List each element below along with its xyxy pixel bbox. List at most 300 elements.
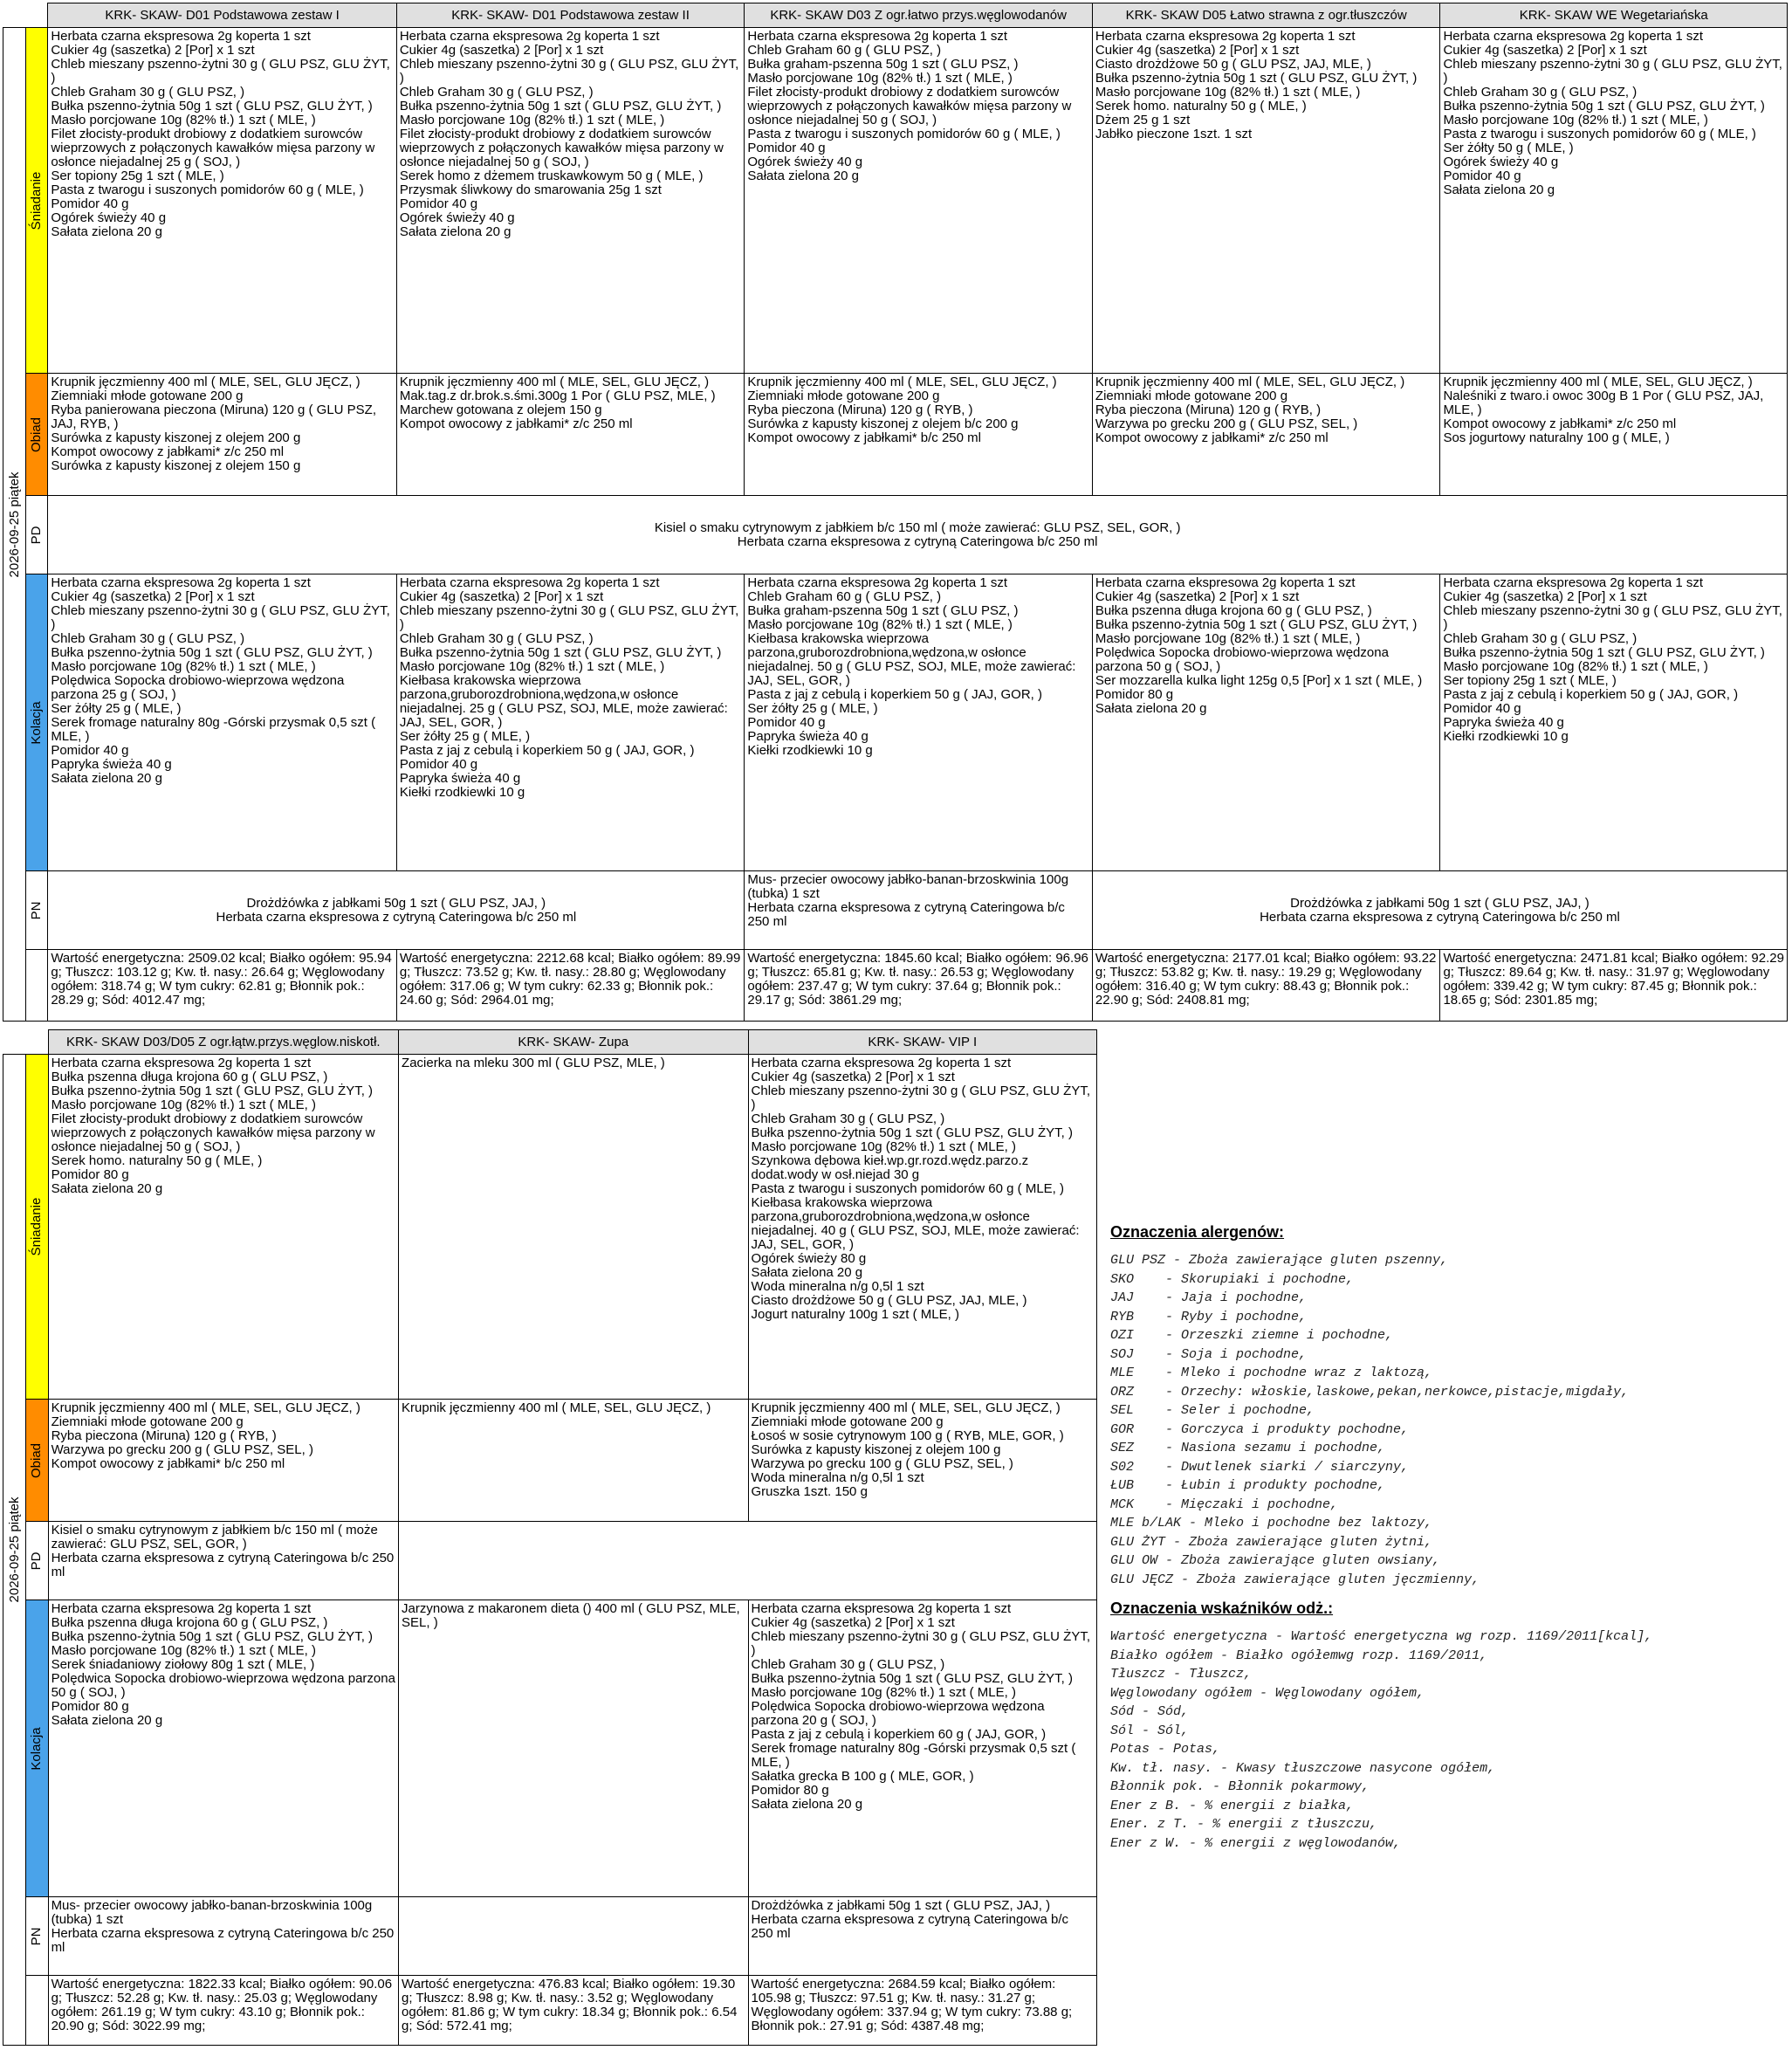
menu-item: Masło porcjowane 10g (82% tł.) 1 szt ( MLE, ): [1443, 113, 1708, 127]
menu-item: Pomidor 40 g: [399, 196, 478, 211]
menu-item: Serek homo. naturalny 50 g ( MLE, ): [51, 1153, 263, 1168]
indicators-title: Oznaczenia wskaźników odż.:: [1110, 1600, 1334, 1617]
menu-item: Chleb Graham 30 g ( GLU PSZ, ): [51, 85, 245, 100]
menu-item: Pasta z jaj z cebulą i koperkiem 60 g ( JAJ, GOR, ): [751, 1727, 1047, 1742]
menu-cell: [48, 1055, 398, 1400]
menu-item: Herbata czarna ekspresowa 2g koperta 1 szt: [1095, 29, 1356, 44]
menu-item: Pomidor 40 g: [51, 196, 129, 211]
menu-cell: [48, 374, 397, 496]
meal-label-kolacja: Kolacja: [26, 1600, 48, 1897]
menu-item: Jarzynowa z makaronem dieta () 400 ml ( GLU PSZ, MLE, SEL, ): [402, 1601, 744, 1630]
menu-item: Warzywa po grecku 200 g ( GLU PSZ, SEL, ): [1095, 416, 1358, 431]
menu-item: Kisiel o smaku cytrynowym z jabłkiem b/c 150 ml ( może zawierać: GLU PSZ, SEL, GOR, ): [51, 1523, 382, 1551]
menu-cell: [1092, 374, 1440, 496]
allergens-title: Oznaczenia alergenów:: [1110, 1223, 1285, 1241]
menu-item: Kompot owocowy z jabłkami* b/c 250 ml: [51, 1456, 285, 1471]
meal-label-empty: [26, 1976, 48, 2046]
menu-cell-empty: [399, 1522, 1097, 1600]
menu-item: Ryba pieczona (Miruna) 120 g ( RYB, ): [51, 1428, 277, 1443]
menu-item: Ser żółty 25 g ( MLE, ): [51, 701, 182, 716]
menu-cell: [396, 28, 745, 374]
menu-item: Chleb Graham 30 g ( GLU PSZ, ): [399, 85, 594, 100]
menu-item: Drożdżówka z jabłkami 50g 1 szt ( GLU PSZ, JAJ, ): [246, 895, 546, 911]
menu-item: Pomidor 40 g: [399, 757, 478, 772]
menu-item: Masło porcjowane 10g (82% tł.) 1 szt ( MLE, ): [399, 113, 665, 127]
menu-item: Pomidor 80 g: [751, 1783, 829, 1798]
menu-cell: [748, 1400, 1096, 1522]
menu-item: Masło porcjowane 10g (82% tł.) 1 szt ( MLE, ): [51, 1097, 317, 1112]
indicators-list: [1110, 1627, 1782, 1853]
menu-item: Zacierka na mleku 300 ml ( GLU PSZ, MLE, ): [402, 1056, 665, 1070]
menu-item: Drożdżówka z jabłkami 50g 1 szt ( GLU PSZ, JAJ, ): [1290, 895, 1589, 911]
legend-item: ŁUB - Łubin i produkty pochodne,: [1110, 1478, 1386, 1493]
menu-cell: [745, 374, 1093, 496]
menu-item: Pomidor 40 g: [747, 141, 826, 155]
menu-item: Łosoś w sosie cytrynowym 100 g ( RYB, MLE, GOR, ): [751, 1428, 1064, 1443]
allergens-list: [1110, 1251, 1782, 1589]
menu-item: Przysmak śliwkowy do smarowania 25g 1 szt: [399, 182, 662, 197]
menu-item: Herbata czarna ekspresowa z cytryną Cateringowa b/c 250 ml: [51, 1551, 398, 1579]
menu-cell: [745, 574, 1093, 871]
menu-item: Herbata czarna ekspresowa 2g koperta 1 szt: [1095, 575, 1356, 590]
legend-item: Sól - Sól,: [1110, 1723, 1190, 1738]
menu-item: Bułka graham-pszenna 50g 1 szt ( GLU PSZ, ): [747, 57, 1019, 72]
diet-header: KRK- SKAW- D01 Podstawowa zestaw I: [48, 3, 397, 28]
menu-item: Woda mineralna n/g 0,5l 1 szt: [751, 1279, 924, 1294]
nutrition-cell: Wartość energetyczna: 2509.02 kcal; Białko ogółem: 95.94 g; Tłuszcz: 103.12 g; Kw. tł. nasy.: 26.64 g; Węglowodany ogółem: 318.74 g; W tym cukry: 62.81 g; Błonnik pok.: 28.29 g; Sód: 4012.47 mg;: [48, 950, 397, 1022]
menu-item: Ziemniaki młode gotowane 200 g: [1095, 389, 1288, 403]
menu-item: Herbata czarna ekspresowa 2g koperta 1 szt: [747, 29, 1008, 44]
diet-header: KRK- SKAW D05 Łatwo strawna z ogr.tłuszczów: [1092, 3, 1440, 28]
corner-blank: [26, 1030, 48, 1055]
menu-item: Surówka z kapusty kiszonej z olejem 100 g: [751, 1442, 1001, 1457]
menu-item: Krupnik jęczmienny 400 ml ( MLE, SEL, GLU JĘCZ, ): [1443, 375, 1753, 389]
meal-label-pn: PN: [26, 1897, 48, 1976]
legend-item: Sód - Sód,: [1110, 1704, 1190, 1719]
diet-header: KRK- SKAW- Zupa: [399, 1030, 748, 1055]
menu-item: Pasta z twarogu i suszonych pomidorów 60 g ( MLE, ): [751, 1181, 1065, 1196]
date-label: 2026-09-25 piątek: [6, 1496, 22, 1603]
diet-header: KRK- SKAW- VIP I: [748, 1030, 1096, 1055]
menu-item: Papryka świeża 40 g: [51, 757, 172, 772]
menu-item: Chleb Graham 30 g ( GLU PSZ, ): [1443, 631, 1638, 646]
menu-item: Sałata zielona 20 g: [747, 169, 859, 183]
menu-item: Bułka pszenno-żytnia 50g 1 szt ( GLU PSZ, GLU ŻYT, ): [1443, 645, 1765, 660]
menu-item: Polędwica Sopocka drobiowo-wieprzowa wędzona parzona 20 g ( SOJ, ): [751, 1699, 1048, 1728]
menu-item: Chleb mieszany pszenno-żytni 30 g ( GLU PSZ, GLU ŻYT, ): [1443, 57, 1787, 86]
menu-item: Krupnik jęczmienny 400 ml ( MLE, SEL, GLU JĘCZ, ): [402, 1400, 711, 1415]
menu-item: Herbata czarna ekspresowa 2g koperta 1 szt: [51, 1056, 312, 1070]
meal-label-pd: PD: [26, 1522, 48, 1600]
menu-cell-pn: [399, 1897, 748, 1976]
menu-item: Masło porcjowane 10g (82% tł.) 1 szt ( MLE, ): [751, 1139, 1016, 1154]
menu-cell-pn: [48, 871, 745, 950]
menu-item: Chleb Graham 30 g ( GLU PSZ, ): [51, 631, 245, 646]
menu-item: Ogórek świeży 40 g: [51, 210, 167, 225]
menu-item: Cukier 4g (saszetka) 2 [Por] x 1 szt: [51, 589, 255, 604]
menu-item: Filet złocisty-produkt drobiowy z dodatkiem surowców wieprzowych z połączonych kawałków mięsa parzony w osłonce niejadalnej 25 g ( SOJ, ): [51, 127, 379, 169]
legend-item: OZI - Orzeszki ziemne i pochodne,: [1110, 1328, 1394, 1343]
menu-cell-pn: [748, 1897, 1096, 1976]
menu-item: Ser żółty 50 g ( MLE, ): [1443, 141, 1574, 155]
menu-item: Warzywa po grecku 200 g ( GLU PSZ, SEL, ): [51, 1442, 313, 1457]
nutrition-cell: Wartość energetyczna: 1822.33 kcal; Białko ogółem: 90.06 g; Tłuszcz: 52.28 g; Kw. tł. nasy.: 25.03 g; Węglowodany ogółem: 261.19 g; W tym cukry: 43.10 g; Błonnik pok.: 20.90 g; Sód: 3022.99 mg;: [48, 1976, 398, 2046]
menu-item: Kompot owocowy z jabłkami* z/c 250 ml: [399, 416, 633, 431]
menu-cell-pn: [745, 871, 1093, 950]
menu-item: Chleb Graham 30 g ( GLU PSZ, ): [399, 631, 594, 646]
menu-item: Kiełki rzodkiewki 10 g: [1443, 729, 1569, 744]
menu-item: Kisiel o smaku cytrynowym z jabłkiem b/c 150 ml ( może zawierać: GLU PSZ, SEL, GOR, ): [654, 519, 1181, 535]
menu-cell: [399, 1400, 748, 1522]
menu-item: Papryka świeża 40 g: [1443, 715, 1564, 730]
menu-item: Kiełbasa krakowska wieprzowa parzona,gruborozdrobniona,wędzona,w osłonce niejadalnej. 25 g ( GLU PSZ, SOJ, MLE, może zawierać: JAJ, SEL, GOR, ): [399, 673, 732, 730]
menu-item: Jabłko pieczone 1szt. 1 szt: [1095, 127, 1253, 141]
menu-item: Cukier 4g (saszetka) 2 [Por] x 1 szt: [399, 589, 604, 604]
corner-blank: [3, 1030, 26, 1055]
menu-item: Herbata czarna ekspresowa 2g koperta 1 szt: [51, 1601, 312, 1616]
menu-item: Chleb Graham 60 g ( GLU PSZ, ): [747, 43, 942, 58]
menu-cell: [48, 574, 397, 871]
menu-item: Kiełbasa krakowska wieprzowa parzona,gruborozdrobniona,wędzona,w osłonce niejadalnej. 50 g ( GLU PSZ, SOJ, MLE, może zawierać: JAJ, SEL, GOR, ): [747, 631, 1080, 688]
menu-item: Filet złocisty-produkt drobiowy z dodatkiem surowców wieprzowych z połączonych kawałków mięsa parzony w osłonce niejadalnej 50 g ( SOJ, ): [747, 85, 1075, 127]
menu-item: Pomidor 40 g: [747, 715, 826, 730]
legend-item: RYB - Ryby i pochodne,: [1110, 1309, 1308, 1324]
menu-item: Ziemniaki młode gotowane 200 g: [51, 389, 244, 403]
menu-item: Bułka pszenno-żytnia 50g 1 szt ( GLU PSZ, GLU ŻYT, ): [1095, 71, 1418, 86]
menu-item: Cukier 4g (saszetka) 2 [Por] x 1 szt: [751, 1070, 955, 1084]
menu-item: Naleśniki z twaro.i owoc 300g B 1 Por ( GLU PSZ, JAJ, MLE, ): [1443, 389, 1768, 417]
menu-item: Herbata czarna ekspresowa 2g koperta 1 szt: [751, 1056, 1012, 1070]
menu-item: Ryba pieczona (Miruna) 120 g ( RYB, ): [1095, 402, 1322, 417]
legend-item: MCK - Mięczaki i pochodne,: [1110, 1496, 1339, 1512]
menu-item: Krupnik jęczmienny 400 ml ( MLE, SEL, GLU JĘCZ, ): [751, 1400, 1061, 1415]
menu-item: Bułka pszenna długa krojona 60 g ( GLU PSZ, ): [51, 1615, 328, 1630]
menu-cell-pd: [48, 496, 1788, 574]
menu-item: Mak.tag.z dr.brok.s.śmi.300g 1 Por ( GLU PSZ, MLE, ): [399, 389, 716, 403]
menu-item: Sałata zielona 20 g: [399, 224, 512, 239]
menu-cell: [1440, 28, 1788, 374]
menu-cell: [399, 1600, 748, 1897]
menu-item: Jogurt naturalny 100g 1 szt ( MLE, ): [751, 1307, 959, 1322]
menu-item: Ciasto drożdżowe 50 g ( GLU PSZ, JAJ, MLE, ): [1095, 57, 1371, 72]
legend-item: Błonnik pok. - Błonnik pokarmowy,: [1110, 1779, 1370, 1794]
menu-item: Sałata zielona 20 g: [751, 1797, 863, 1812]
menu-item: Bułka pszenno-żytnia 50g 1 szt ( GLU PSZ, GLU ŻYT, ): [751, 1671, 1073, 1686]
menu-item: Chleb mieszany pszenno-żytni 30 g ( GLU PSZ, GLU ŻYT, ): [51, 603, 394, 632]
corner-blank: [26, 3, 48, 28]
legend-item: GLU PSZ - Zboża zawierające gluten pszenny,: [1110, 1253, 1449, 1268]
menu-cell-pd: [48, 1522, 398, 1600]
menu-item: Kompot owocowy z jabłkami* z/c 250 ml: [51, 444, 285, 459]
nutrition-cell: Wartość energetyczna: 1845.60 kcal; Białko ogółem: 96.96 g; Tłuszcz: 65.81 g; Kw. tł. nasy.: 26.53 g; Węglowodany ogółem: 237.47 g; W tym cukry: 37.64 g; Błonnik pok.: 29.17 g; Sód: 3861.29 mg;: [745, 950, 1093, 1022]
menu-item: Herbata czarna ekspresowa 2g koperta 1 szt: [399, 575, 660, 590]
menu-item: Ogórek świeży 40 g: [747, 155, 863, 169]
diet-header: KRK- SKAW WE Wegetariańska: [1440, 3, 1788, 28]
menu-cell: [1092, 28, 1440, 374]
menu-item: Masło porcjowane 10g (82% tł.) 1 szt ( MLE, ): [51, 113, 316, 127]
diet-header: KRK- SKAW- D01 Podstawowa zestaw II: [396, 3, 745, 28]
menu-cell: [48, 28, 397, 374]
menu-item: Chleb mieszany pszenno-żytni 30 g ( GLU PSZ, GLU ŻYT, ): [399, 603, 743, 632]
menu-item: Bułka pszenna długa krojona 60 g ( GLU PSZ, ): [1095, 603, 1372, 618]
menu-item: Sałata zielona 20 g: [51, 1713, 163, 1728]
menu-item: Ziemniaki młode gotowane 200 g: [751, 1414, 944, 1429]
menu-item: Bułka pszenno-żytnia 50g 1 szt ( GLU PSZ, GLU ŻYT, ): [399, 645, 722, 660]
menu-item: Mus- przecier owocowy jabłko-banan-brzoskwinia 100g (tubka) 1 szt: [51, 1898, 376, 1927]
menu-item: Chleb Graham 30 g ( GLU PSZ, ): [751, 1111, 945, 1126]
menu-item: Herbata czarna ekspresowa 2g koperta 1 szt: [1443, 575, 1704, 590]
legend-item: GLU OW - Zboża zawierające gluten owsiany,: [1110, 1553, 1441, 1568]
menu-item: Herbata czarna ekspresowa 2g koperta 1 szt: [51, 29, 311, 44]
menu-item: Bułka pszenna długa krojona 60 g ( GLU PSZ, ): [51, 1070, 328, 1084]
menu-item: Cukier 4g (saszetka) 2 [Por] x 1 szt: [1443, 43, 1647, 58]
legend-item: Tłuszcz - Tłuszcz,: [1110, 1667, 1253, 1682]
menu-item: Pasta z jaj z cebulą i koperkiem 50 g ( JAJ, GOR, ): [1443, 687, 1739, 702]
menu-item: Cukier 4g (saszetka) 2 [Por] x 1 szt: [1095, 589, 1300, 604]
menu-cell: [1440, 374, 1788, 496]
legend-item: GOR - Gorczyca i produkty pochodne,: [1110, 1421, 1410, 1437]
nutrition-cell: Wartość energetyczna: 2212.68 kcal; Białko ogółem: 89.99 g; Tłuszcz: 73.52 g; Kw. tł. nasy.: 28.80 g; Węglowodany ogółem: 317.06 g; W tym cukry: 62.33 g; Błonnik pok.: 24.60 g; Sód: 2964.01 mg;: [396, 950, 745, 1022]
legend-item: Węglowodany ogółem - Węglowodany ogółem,: [1110, 1685, 1425, 1701]
menu-item: Pasta z twarogu i suszonych pomidorów 60 g ( MLE, ): [747, 127, 1061, 141]
menu-item: Bułka pszenno-żytnia 50g 1 szt ( GLU PSZ, GLU ŻYT, ): [51, 99, 373, 114]
menu-item: Ser topiony 25g 1 szt ( MLE, ): [51, 169, 224, 183]
menu-item: Ziemniaki młode gotowane 200 g: [51, 1414, 244, 1429]
menu-item: Cukier 4g (saszetka) 2 [Por] x 1 szt: [51, 43, 255, 58]
legend-item: Kw. tł. nasy. - Kwasy tłuszczowe nasycone ogółem,: [1110, 1760, 1496, 1776]
legend-item: Potas - Potas,: [1110, 1742, 1221, 1757]
menu-item: Herbata czarna ekspresowa z cytryną Cateringowa b/c 250 ml: [216, 909, 577, 925]
menu-item: Herbata czarna ekspresowa 2g koperta 1 szt: [51, 575, 311, 590]
menu-item: Bułka pszenno-żytnia 50g 1 szt ( GLU PSZ, GLU ŻYT, ): [751, 1125, 1073, 1140]
menu-item: Polędwica Sopocka drobiowo-wieprzowa wędzona parzona 50 g ( SOJ, ): [51, 1671, 400, 1700]
menu-item: Krupnik jęczmienny 400 ml ( MLE, SEL, GLU JĘCZ, ): [1095, 375, 1405, 389]
menu-item: Ryba panierowana pieczona (Miruna) 120 g ( GLU PSZ, JAJ, RYB, ): [51, 402, 381, 431]
menu-item: Chleb mieszany pszenno-żytni 30 g ( GLU PSZ, GLU ŻYT, ): [399, 57, 743, 86]
menu-item: Masło porcjowane 10g (82% tł.) 1 szt ( MLE, ): [51, 1643, 317, 1658]
menu-item: Masło porcjowane 10g (82% tł.) 1 szt ( MLE, ): [751, 1685, 1016, 1700]
menu-item: Pasta z twarogu i suszonych pomidorów 60 g ( MLE, ): [51, 182, 364, 197]
meal-label-kolacja: Kolacja: [26, 574, 48, 871]
menu-item: Masło porcjowane 10g (82% tł.) 1 szt ( MLE, ): [399, 659, 665, 674]
menu-item: Herbata czarna ekspresowa 2g koperta 1 szt: [747, 575, 1008, 590]
menu-item: Krupnik jęczmienny 400 ml ( MLE, SEL, GLU JĘCZ, ): [51, 375, 360, 389]
menu-item: Serek fromage naturalny 80g -Górski przysmak 0,5 szt ( MLE, ): [751, 1741, 1080, 1770]
menu-item: Pomidor 80 g: [51, 1699, 129, 1714]
menu-item: Herbata czarna ekspresowa z cytryną Cateringowa b/c 250 ml: [737, 533, 1098, 549]
menu-item: Sałata zielona 20 g: [751, 1265, 863, 1280]
menu-item: Cukier 4g (saszetka) 2 [Por] x 1 szt: [751, 1615, 955, 1630]
menu-item: Masło porcjowane 10g (82% tł.) 1 szt ( MLE, ): [1095, 85, 1361, 100]
diet-header: KRK- SKAW D03/D05 Z ogr.łątw.przys.węglow.niskotł.: [48, 1030, 398, 1055]
menu-item: Ser żółty 25 g ( MLE, ): [747, 701, 878, 716]
menu-item: Mus- przecier owocowy jabłko-banan-brzoskwinia 100g (tubka) 1 szt: [747, 872, 1073, 901]
meal-label-pn: PN: [26, 871, 48, 950]
menu-item: Pomidor 40 g: [1443, 701, 1521, 716]
menu-cell: [745, 28, 1093, 374]
meal-label-obiad: Obiad: [26, 1400, 48, 1522]
menu-table-2: [3, 1029, 1097, 2046]
diet-header: KRK- SKAW D03 Z ogr.łatwo przys.węglowodanów: [745, 3, 1093, 28]
legend-item: SKO - Skorupiaki i pochodne,: [1110, 1271, 1355, 1287]
menu-item: Chleb Graham 60 g ( GLU PSZ, ): [747, 589, 942, 604]
menu-item: Bułka pszenno-żytnia 50g 1 szt ( GLU PSZ, GLU ŻYT, ): [51, 1629, 374, 1644]
menu-item: Ogórek świeży 80 g: [751, 1251, 867, 1266]
menu-item: Bułka pszenno-żytnia 50g 1 szt ( GLU PSZ, GLU ŻYT, ): [51, 645, 373, 660]
nutrition-cell: Wartość energetyczna: 2471.81 kcal; Białko ogółem: 92.29 g; Tłuszcz: 89.64 g; Kw. tł. nasy.: 31.97 g; Węglowodany ogółem: 339.42 g; W tym cukry: 87.45 g; Błonnik pok.: 18.65 g; Sód: 2301.85 mg;: [1440, 950, 1788, 1022]
meal-label-sniadanie: Śniadanie: [26, 1055, 48, 1400]
menu-item: Kiełki rzodkiewki 10 g: [747, 743, 873, 758]
legend-item: SOJ - Soja i pochodne,: [1110, 1346, 1308, 1362]
menu-cell: [48, 1600, 398, 1897]
menu-cell: [748, 1600, 1096, 1897]
meal-label-sniadanie: Śniadanie: [26, 28, 48, 374]
menu-item: Bułka graham-pszenna 50g 1 szt ( GLU PSZ, ): [747, 603, 1019, 618]
menu-table-1: [3, 3, 1788, 1022]
menu-item: Chleb mieszany pszenno-żytni 30 g ( GLU PSZ, GLU ŻYT, ): [1443, 603, 1787, 632]
menu-item: Kompot owocowy z jabłkami* z/c 250 ml: [1443, 416, 1677, 431]
menu-item: Pomidor 40 g: [51, 743, 129, 758]
menu-item: Ser topiony 25g 1 szt ( MLE, ): [1443, 673, 1617, 688]
legend: [1110, 1225, 1782, 1853]
legend-item: MLE - Mleko i pochodne wraz z laktozą,: [1110, 1366, 1433, 1380]
menu-item: Dżem 25 g 1 szt: [1095, 113, 1191, 127]
menu-item: Ciasto drożdżowe 50 g ( GLU PSZ, JAJ, MLE, ): [751, 1293, 1027, 1308]
menu-item: Filet złocisty-produkt drobiowy z dodatkiem surowców wieprzowych z połączonych kawałków mięsa parzony w osłonce niejadalnej 50 g ( SOJ, ): [51, 1111, 379, 1154]
menu-item: Ziemniaki młode gotowane 200 g: [747, 389, 940, 403]
menu-item: Polędwica Sopocka drobiowo-wieprzowa wędzona parzona 25 g ( SOJ, ): [51, 673, 348, 702]
date-label: 2026-09-25 piątek: [6, 471, 22, 577]
menu-item: Krupnik jęczmienny 400 ml ( MLE, SEL, GLU JĘCZ, ): [747, 375, 1057, 389]
legend-item: ORZ - Orzechy: włoskie,laskowe,pekan,nerkowce,pistacje,migdały,: [1110, 1384, 1630, 1400]
menu-item: Surówka z kapusty kiszonej z olejem 150 g: [51, 458, 301, 473]
menu-item: Polędwica Sopocka drobiowo-wieprzowa wędzona parzona 50 g ( SOJ, ): [1095, 645, 1393, 674]
menu-item: Sałata zielona 20 g: [1095, 701, 1207, 716]
menu-item: Bułka pszenno-żytnia 50g 1 szt ( GLU PSZ, GLU ŻYT, ): [1443, 99, 1765, 114]
menu-item: Kiełbasa krakowska wieprzowa parzona,gruborozdrobniona,wędzona,w osłonce niejadalnej. 40 g ( GLU PSZ, SOJ, MLE, może zawierać: JAJ, SEL, GOR, ): [751, 1195, 1083, 1252]
menu-item: Chleb mieszany pszenno-żytni 30 g ( GLU PSZ, GLU ŻYT, ): [751, 1084, 1095, 1112]
nutrition-cell: Wartość energetyczna: 2684.59 kcal; Białko ogółem: 105.98 g; Tłuszcz: 97.51 g; Kw. tł. nasy.: 31.27 g; Węglowodany ogółem: 337.94 g; W tym cukry: 73.88 g; Błonnik pok.: 27.91 g; Sód: 4387.48 mg;: [748, 1976, 1096, 2046]
menu-item: Pasta z jaj z cebulą i koperkiem 50 g ( JAJ, GOR, ): [399, 743, 695, 758]
menu-item: Herbata czarna ekspresowa z cytryną Cateringowa b/c 250 ml: [751, 1912, 1073, 1941]
menu-item: Marchew gotowana z olejem 150 g: [399, 402, 602, 417]
menu-item: Chleb Graham 30 g ( GLU PSZ, ): [1443, 85, 1638, 100]
menu-cell: [399, 1055, 748, 1400]
menu-item: Herbata czarna ekspresowa 2g koperta 1 szt: [1443, 29, 1704, 44]
menu-item: Filet złocisty-produkt drobiowy z dodatkiem surowców wieprzowych z połączonych kawałków mięsa parzony w osłonce niejadalnej 50 g ( SOJ, ): [399, 127, 728, 169]
menu-item: Ogórek świeży 40 g: [399, 210, 515, 225]
legend-item: SEL - Seler i pochodne,: [1110, 1403, 1315, 1418]
menu-item: Kompot owocowy z jabłkami* b/c 250 ml: [747, 430, 981, 445]
menu-item: Warzywa po grecku 100 g ( GLU PSZ, SEL, ): [751, 1456, 1013, 1471]
menu-item: Sos jogurtowy naturalny 100 g ( MLE, ): [1443, 430, 1670, 445]
menu-item: Ryba pieczona (Miruna) 120 g ( RYB, ): [747, 402, 973, 417]
menu-item: Bułka pszenno-żytnia 50g 1 szt ( GLU PSZ, GLU ŻYT, ): [51, 1084, 374, 1098]
menu-cell: [1440, 574, 1788, 871]
menu-item: Cukier 4g (saszetka) 2 [Por] x 1 szt: [399, 43, 604, 58]
menu-item: Serek śniadaniowy ziołowy 80g 1 szt ( MLE, ): [51, 1657, 315, 1672]
menu-item: Ser żółty 25 g ( MLE, ): [399, 729, 531, 744]
menu-item: Masło porcjowane 10g (82% tł.) 1 szt ( MLE, ): [747, 617, 1013, 632]
menu-item: Krupnik jęczmienny 400 ml ( MLE, SEL, GLU JĘCZ, ): [51, 1400, 360, 1415]
meal-label-pd: PD: [26, 496, 48, 574]
menu-item: Sałata zielona 20 g: [51, 771, 162, 786]
legend-item: JAJ - Jaja i pochodne,: [1110, 1290, 1308, 1305]
menu-item: Sałata zielona 20 g: [51, 224, 162, 239]
legend-item: GLU JĘCZ - Zboża zawierające gluten jęczmienny,: [1110, 1572, 1480, 1587]
menu-item: Herbata czarna ekspresowa z cytryną Cateringowa b/c 250 ml: [747, 900, 1069, 929]
menu-item: Serek homo z dżemem truskawkowym 50 g ( MLE, ): [399, 169, 704, 183]
menu-item: Kiełki rzodkiewki 10 g: [399, 785, 525, 800]
menu-item: Herbata czarna ekspresowa z cytryną Cateringowa b/c 250 ml: [1260, 909, 1620, 925]
menu-item: Bułka pszenno-żytnia 50g 1 szt ( GLU PSZ, GLU ŻYT, ): [399, 99, 722, 114]
menu-item: Ser mozzarella kulka light 125g 0,5 [Por] x 1 szt ( MLE, ): [1095, 673, 1423, 688]
menu-item: Papryka świeża 40 g: [399, 771, 521, 786]
menu-item: Masło porcjowane 10g (82% tł.) 1 szt ( MLE, ): [1095, 631, 1361, 646]
legend-item: Wartość energetyczna - Wartość energetyczna wg rozp. 1169/2011[kcal],: [1110, 1629, 1653, 1644]
menu-item: Herbata czarna ekspresowa 2g koperta 1 szt: [751, 1601, 1012, 1616]
menu-item: Herbata czarna ekspresowa z cytryną Cateringowa b/c 250 ml: [51, 1926, 398, 1955]
menu-item: Krupnik jęczmienny 400 ml ( MLE, SEL, GLU JĘCZ, ): [399, 375, 710, 389]
meal-label-obiad: Obiad: [26, 374, 48, 496]
menu-item: Drożdżówka z jabłkami 50g 1 szt ( GLU PSZ, JAJ, ): [751, 1898, 1051, 1913]
menu-item: Chleb mieszany pszenno-żytni 30 g ( GLU PSZ, GLU ŻYT, ): [51, 57, 394, 86]
legend-item: Białko ogółem - Białko ogółemwg rozp. 1169/2011,: [1110, 1648, 1488, 1663]
menu-item: Pasta z twarogu i suszonych pomidorów 60 g ( MLE, ): [1443, 127, 1756, 141]
menu-item: Serek homo. naturalny 50 g ( MLE, ): [1095, 99, 1307, 114]
menu-cell-pn: [1092, 871, 1787, 950]
legend-item: Ener z W. - % energii z węglowodanów,: [1110, 1835, 1402, 1851]
date-cell: [3, 1055, 26, 2046]
menu-item: Masło porcjowane 10g (82% tł.) 1 szt ( MLE, ): [1443, 659, 1708, 674]
menu-item: Gruszka 1szt. 150 g: [751, 1484, 868, 1499]
menu-item: Ogórek świeży 40 g: [1443, 155, 1559, 169]
menu-item: Sałata zielona 20 g: [51, 1181, 163, 1196]
menu-cell: [1092, 574, 1440, 871]
menu-item: Pomidor 80 g: [1095, 687, 1174, 702]
menu-item: Woda mineralna n/g 0,5l 1 szt: [751, 1470, 924, 1485]
legend-item: GLU ŻYT - Zboża zawierające gluten żytni,: [1110, 1534, 1433, 1550]
corner-blank: [3, 3, 26, 28]
nutrition-cell: Wartość energetyczna: 2177.01 kcal; Białko ogółem: 93.22 g; Tłuszcz: 53.82 g; Kw. tł. nasy.: 19.29 g; Węglowodany ogółem: 316.40 g; W tym cukry: 88.43 g; Błonnik pok.: 22.90 g; Sód: 2408.81 mg;: [1092, 950, 1440, 1022]
menu-item: Pomidor 80 g: [51, 1167, 129, 1182]
legend-item: MLE b/LAK - Mleko i pochodne bez laktozy,: [1110, 1516, 1433, 1531]
nutrition-cell: Wartość energetyczna: 476.83 kcal; Białko ogółem: 19.30 g; Tłuszcz: 8.98 g; Kw. tł. nasy.: 3.52 g; Węglowodany ogółem: 81.86 g; W tym cukry: 18.34 g; Błonnik pok.: 6.54 g; Sód: 572.41 mg;: [399, 1976, 748, 2046]
meal-label-empty: [26, 950, 48, 1022]
menu-item: Szynkowa dębowa kieł.wp.gr.rozd.wędz.parzo.z dodat.wody w osł.niejad 30 g: [751, 1153, 1033, 1182]
menu-item: Cukier 4g (saszetka) 2 [Por] x 1 szt: [1095, 43, 1300, 58]
menu-item: Pasta z jaj z cebulą i koperkiem 50 g ( JAJ, GOR, ): [747, 687, 1042, 702]
menu-cell: [396, 374, 745, 496]
menu-item: Surówka z kapusty kiszonej z olejem b/c 200 g: [747, 416, 1019, 431]
menu-item: Sałata zielona 20 g: [1443, 182, 1555, 197]
menu-item: Sałatka grecka B 100 g ( MLE, GOR, ): [751, 1769, 974, 1784]
menu-item: Cukier 4g (saszetka) 2 [Por] x 1 szt: [1443, 589, 1647, 604]
menu-cell: [396, 574, 745, 871]
menu-cell: [48, 1400, 398, 1522]
date-cell: [3, 28, 26, 1022]
menu-item: Papryka świeża 40 g: [747, 729, 869, 744]
menu-item: Chleb Graham 30 g ( GLU PSZ, ): [751, 1657, 945, 1672]
menu-cell: [748, 1055, 1096, 1400]
menu-item: Kompot owocowy z jabłkami* z/c 250 ml: [1095, 430, 1329, 445]
menu-item: Masło porcjowane 10g (82% tł.) 1 szt ( MLE, ): [747, 71, 1013, 86]
menu-item: Chleb mieszany pszenno-żytni 30 g ( GLU PSZ, GLU ŻYT, ): [751, 1629, 1095, 1658]
legend-item: SEZ - Nasiona sezamu i pochodne,: [1110, 1441, 1386, 1455]
menu-item: Surówka z kapusty kiszonej z olejem 200 g: [51, 430, 301, 445]
legend-item: S02 - Dwutlenek siarki / siarczyny,: [1110, 1459, 1410, 1475]
menu-item: Herbata czarna ekspresowa 2g koperta 1 szt: [399, 29, 660, 44]
